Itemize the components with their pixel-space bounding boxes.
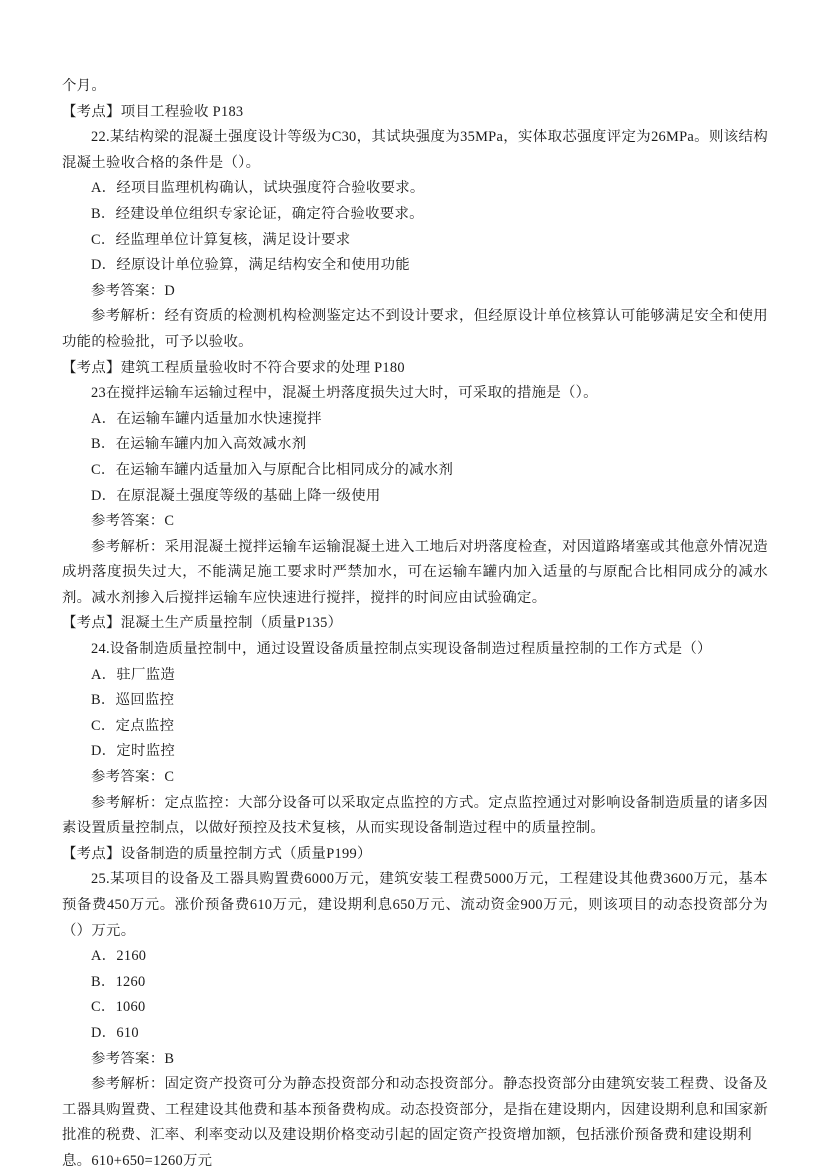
option-a[interactable]: A．2160 — [91, 948, 147, 965]
kaodian-heading: 【考点】建筑工程质量验收时不符合要求的处理 P180 — [62, 359, 405, 376]
reference-explanation: 参考解析：定点监控：大部分设备可以采取定点监控的方式。定点监控通过对影响设备制造质量的诸多因素设置质量控制点，以做好预控及技术复核，从而实现设备制造过程中的质量控制。 — [62, 794, 768, 837]
option-c[interactable]: C．1060 — [91, 999, 146, 1016]
reference-answer: 参考答案：C — [91, 513, 175, 530]
document-text-body — [62, 74, 768, 1175]
reference-answer: 参考答案：D — [91, 282, 176, 299]
question-text: 23在搅拌运输车运输过程中，混凝土坍落度损失过大时，可采取的措施是（）。 — [91, 385, 598, 402]
carryover-line: 个月。 — [62, 78, 107, 94]
option-d[interactable]: D．定时监控 — [91, 743, 176, 760]
kaodian-heading: 【考点】项目工程验收 P183 — [62, 103, 244, 120]
reference-explanation: 参考解析：经有资质的检测机构检测鉴定达不到设计要求，但经原设计单位核算认可能够满足安全和使用功能的检验批，可予以验收。 — [62, 308, 768, 350]
reference-explanation-tail: 息。610+650=1260万元 — [62, 1152, 213, 1169]
option-d[interactable]: D．经原设计单位验算，满足结构安全和使用功能 — [91, 257, 410, 274]
reference-answer: 参考答案：B — [91, 1050, 175, 1067]
option-b[interactable]: B．1260 — [91, 973, 146, 990]
reference-explanation: 参考解析：采用混凝土搅拌运输车运输混凝土进入工地后对坍落度检查，对因道路堵塞或其他意外情况造成坍落度损失过大，不能满足施工要求时严禁加水，可在运输车罐内加入适量的与原配合比相同成分的减水剂。减水剂掺入后搅拌运输车应快速进行搅拌，搅拌的时间应由试验确定。 — [62, 538, 768, 606]
option-c[interactable]: C．在运输车罐内适量加入与原配合比相同成分的减水剂 — [91, 461, 454, 478]
option-b[interactable]: B．在运输车罐内加入高效减水剂 — [91, 436, 307, 453]
kaodian-heading: 【考点】设备制造的质量控制方式（质量P199） — [62, 845, 372, 862]
option-d[interactable]: D．在原混凝土强度等级的基础上降一级使用 — [91, 487, 381, 504]
option-a[interactable]: A．经项目监理机构确认，试块强度符合验收要求。 — [91, 180, 425, 197]
option-c[interactable]: C．经监理单位计算复核，满足设计要求 — [91, 231, 351, 248]
option-d[interactable]: D．610 — [91, 1024, 139, 1041]
question-text: 22.某结构梁的混凝土强度设计等级为C30，其试块强度为35MPa，实体取芯强度评定为26MPa。则该结构混凝土验收合格的条件是（）。 — [62, 129, 768, 171]
question-text: 24.设备制造质量控制中，通过设置设备质量控制点实现设备制造过程质量控制的工作方式是（） — [91, 641, 712, 658]
option-b[interactable]: B．巡回监控 — [91, 692, 175, 709]
reference-answer: 参考答案：C — [91, 769, 175, 786]
option-c[interactable]: C．定点监控 — [91, 717, 175, 734]
reference-explanation: 参考解析：固定资产投资可分为静态投资部分和动态投资部分。静态投资部分由建筑安装工程费、设备及工器具购置费、工程建设其他费和基本预备费构成。动态投资部分，是指在建设期内，因建设期利息和国家新批准的税费、汇率、利率变动以及建设期价格变动引起的固定资产投资增加额，包括涨价预备费和建设期利 — [62, 1076, 768, 1144]
option-a[interactable]: A．在运输车罐内适量加水快速搅拌 — [91, 410, 322, 427]
kaodian-heading: 【考点】混凝土生产质量控制（质量P135） — [62, 615, 343, 632]
option-a[interactable]: A．驻厂监造 — [91, 666, 176, 683]
option-b[interactable]: B．经建设单位组织专家论证，确定符合验收要求。 — [91, 205, 424, 222]
question-text: 25.某项目的设备及工器具购置费6000万元，建筑安装工程费5000万元，工程建设其他费3600万元，基本预备费450万元。涨价预备费610万元，建设期利息650万元、流动资金900万元，则该项目的动态投资部分为（）万元。 — [62, 871, 768, 939]
